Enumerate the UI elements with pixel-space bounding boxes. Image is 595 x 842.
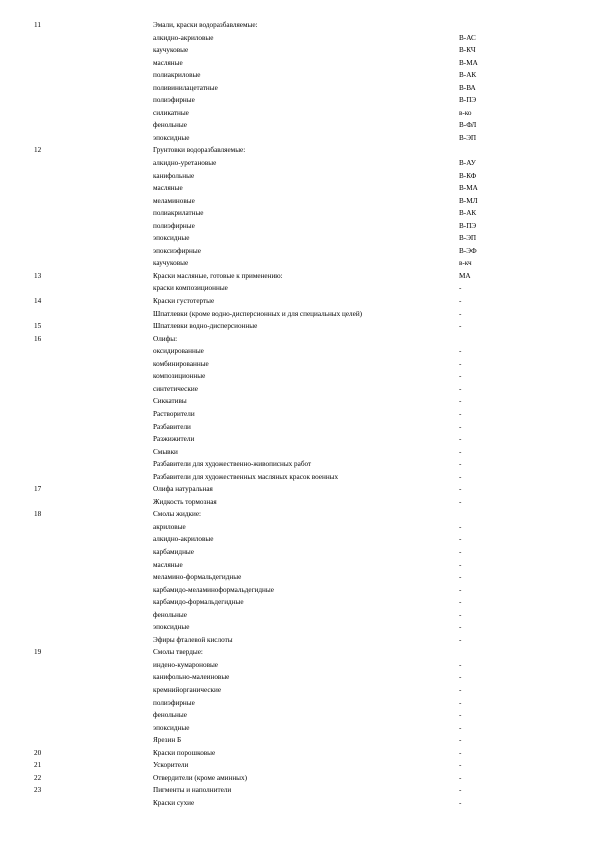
- row-name: алкидно-акриловые: [153, 33, 214, 42]
- table-row: [0, 170, 595, 183]
- row-code: -: [459, 623, 462, 632]
- row-name: Олифы:: [153, 334, 178, 343]
- row-code: В-АУ: [459, 159, 476, 168]
- row-name: Эфиры фталевой кислоты: [153, 635, 233, 644]
- row-code: -: [459, 347, 462, 356]
- row-code: В-ПЭ: [459, 96, 477, 105]
- table-row: [0, 471, 595, 484]
- row-name: Ускорители: [153, 761, 189, 770]
- row-name: полиакрилатные: [153, 209, 204, 218]
- table-row: [0, 383, 595, 396]
- table-row: [0, 19, 595, 32]
- table-row: [0, 659, 595, 672]
- row-name: каучуковые: [153, 259, 189, 268]
- row-code: -: [459, 472, 462, 481]
- row-code: -: [459, 435, 462, 444]
- table-row: [0, 584, 595, 597]
- row-name: меламино-формальдегидные: [153, 573, 242, 582]
- table-row: [0, 646, 595, 659]
- row-code: В-КФ: [459, 171, 477, 180]
- row-code: -: [459, 610, 462, 619]
- row-code: в-ко: [459, 108, 472, 117]
- row-code: -: [459, 798, 462, 807]
- row-code: -: [459, 786, 462, 795]
- table-row: [0, 446, 595, 459]
- table-row: [0, 69, 595, 82]
- row-name: Разжижители: [153, 435, 195, 444]
- row-name: Олифа натуральная: [153, 485, 213, 494]
- row-code: -: [459, 660, 462, 669]
- row-name: алкидно-акриловые: [153, 535, 214, 544]
- row-code: В-МА: [459, 184, 478, 193]
- row-name: индено-кумароновые: [153, 660, 218, 669]
- table-row: [0, 408, 595, 421]
- row-name: композиционные: [153, 372, 206, 381]
- row-number: 16: [34, 334, 42, 343]
- row-code: В-КЧ: [459, 46, 476, 55]
- row-name: кремнийорганические: [153, 685, 222, 694]
- row-code: -: [459, 598, 462, 607]
- row-name: канифольные: [153, 171, 195, 180]
- row-name: меламиновые: [153, 196, 195, 205]
- row-code: -: [459, 535, 462, 544]
- row-code: -: [459, 698, 462, 707]
- table-row: [0, 458, 595, 471]
- row-name: Краски густотертые: [153, 297, 215, 306]
- row-name: карбамидо-формальдегидные: [153, 598, 244, 607]
- row-number: 23: [34, 786, 42, 795]
- row-name: акриловые: [153, 522, 186, 531]
- row-code: -: [459, 547, 462, 556]
- table-row: [0, 358, 595, 371]
- table-row: [0, 333, 595, 346]
- row-code: -: [459, 673, 462, 682]
- table-row: [0, 94, 595, 107]
- row-code: -: [459, 460, 462, 469]
- row-code: -: [459, 773, 462, 782]
- table-row: [0, 82, 595, 95]
- row-name: Шпатлевки (кроме водно-дисперсионных и для специальных целей): [153, 309, 363, 318]
- row-name: полиакриловые: [153, 71, 201, 80]
- table-row: [0, 370, 595, 383]
- row-code: -: [459, 409, 462, 418]
- table-row: [0, 157, 595, 170]
- table-row: [0, 119, 595, 132]
- row-code: -: [459, 522, 462, 531]
- row-name: фенольные: [153, 711, 187, 720]
- row-code: В-АК: [459, 71, 477, 80]
- row-code: -: [459, 397, 462, 406]
- row-name: фенольные: [153, 610, 187, 619]
- row-name: Краски сухие: [153, 798, 195, 807]
- row-number: 18: [34, 510, 42, 519]
- row-number: 22: [34, 773, 42, 782]
- row-name: каучуковые: [153, 46, 189, 55]
- row-name: Растворители: [153, 409, 195, 418]
- row-code: -: [459, 635, 462, 644]
- row-code: -: [459, 560, 462, 569]
- row-name: Краски порошковые: [153, 748, 216, 757]
- row-number: 13: [34, 271, 42, 280]
- row-name: полиэфирные: [153, 96, 195, 105]
- table-row: [0, 772, 595, 785]
- table-row: [0, 496, 595, 509]
- row-name: Разбавители: [153, 422, 191, 431]
- row-code: -: [459, 497, 462, 506]
- row-code: В-ВА: [459, 83, 476, 92]
- row-code: В-МА: [459, 58, 478, 67]
- row-name: Смолы жидкие:: [153, 510, 202, 519]
- row-name: Эмали, краски водоразбавляемые:: [153, 21, 258, 29]
- row-name: комбинированные: [153, 359, 209, 368]
- row-code: В-ПЭ: [459, 221, 477, 230]
- table-row: [0, 759, 595, 772]
- table-row: [0, 207, 595, 220]
- row-code: -: [459, 485, 462, 494]
- row-name: эпоксидные: [153, 623, 190, 632]
- table-row: [0, 722, 595, 735]
- table-row: [0, 433, 595, 446]
- table-row: [0, 521, 595, 534]
- row-name: Разбавители для художественных масляных красок военных: [153, 472, 339, 481]
- table-row: [0, 421, 595, 434]
- row-code: -: [459, 585, 462, 594]
- row-code: -: [459, 736, 462, 745]
- table-row: [0, 596, 595, 609]
- table-row: [0, 609, 595, 622]
- table-row: [0, 634, 595, 647]
- row-code: МА: [459, 271, 471, 280]
- row-name: поливинилацетатные: [153, 83, 218, 92]
- table-row: [0, 57, 595, 70]
- row-number: 12: [34, 146, 42, 155]
- row-code: -: [459, 748, 462, 757]
- document-table: [0, 19, 595, 809]
- table-row: [0, 220, 595, 233]
- table-row: [0, 559, 595, 572]
- table-row: [0, 282, 595, 295]
- row-name: фенольные: [153, 121, 187, 130]
- row-code: В-МЛ: [459, 196, 478, 205]
- row-name: эпоксиэфирные: [153, 246, 201, 255]
- table-row: [0, 295, 595, 308]
- row-code: В-ЭП: [459, 234, 477, 243]
- row-name: Грунтовки водоразбавляемые:: [153, 146, 246, 155]
- row-number: 19: [34, 648, 42, 657]
- row-code: в-кч: [459, 259, 472, 268]
- row-number: 20: [34, 748, 42, 757]
- row-name: Разбавители для художественно-живописных работ: [153, 460, 312, 469]
- row-name: эпоксидные: [153, 723, 190, 732]
- table-row: [0, 245, 595, 258]
- row-code: -: [459, 447, 462, 456]
- row-number: 17: [34, 485, 42, 494]
- row-code: В-ФЛ: [459, 121, 477, 130]
- table-row: [0, 784, 595, 797]
- table-row: [0, 546, 595, 559]
- table-row: [0, 684, 595, 697]
- row-name: эпоксидные: [153, 133, 190, 142]
- table-row: [0, 709, 595, 722]
- row-code: -: [459, 573, 462, 582]
- row-code: -: [459, 372, 462, 381]
- row-code: -: [459, 761, 462, 770]
- table-row: [0, 395, 595, 408]
- row-code: -: [459, 359, 462, 368]
- table-row: [0, 144, 595, 157]
- row-number: 11: [34, 21, 41, 29]
- table-row: [0, 44, 595, 57]
- row-name: Отвердители (кроме аминных): [153, 773, 248, 782]
- row-name: силикатные: [153, 108, 189, 117]
- row-code: -: [459, 384, 462, 393]
- table-row: [0, 257, 595, 270]
- row-code: -: [459, 322, 462, 331]
- row-name: масляные: [153, 58, 183, 67]
- table-row: [0, 107, 595, 120]
- table-row: [0, 747, 595, 760]
- row-code: -: [459, 284, 462, 293]
- row-name: Шпатлевки водно-дисперсионные: [153, 322, 258, 331]
- table-row: [0, 571, 595, 584]
- row-name: Жидкость тормозная: [153, 497, 217, 506]
- table-row: [0, 508, 595, 521]
- row-name: полиэфирные: [153, 698, 195, 707]
- row-name: полиэфирные: [153, 221, 195, 230]
- row-name: Смывки: [153, 447, 178, 456]
- row-code: -: [459, 723, 462, 732]
- row-name: Сиккативы: [153, 397, 187, 406]
- row-code: -: [459, 422, 462, 431]
- row-number: 15: [34, 322, 42, 331]
- row-name: Краски масляные, готовые к применению:: [153, 271, 283, 280]
- table-row: [0, 132, 595, 145]
- table-row: [0, 32, 595, 45]
- table-row: [0, 270, 595, 283]
- row-name: синтетические: [153, 384, 198, 393]
- row-name: Пигменты и наполнители: [153, 786, 232, 795]
- row-name: карбамидные: [153, 547, 194, 556]
- row-number: 21: [34, 761, 42, 770]
- row-code: -: [459, 297, 462, 306]
- row-name: Смолы твердые:: [153, 648, 203, 657]
- row-name: масляные: [153, 184, 183, 193]
- row-code: В-ЭФ: [459, 246, 477, 255]
- row-name: карбамидо-меламиноформальдегидные: [153, 585, 274, 594]
- table-row: [0, 232, 595, 245]
- row-name: канифольно-малеиновые: [153, 673, 230, 682]
- table-row: [0, 345, 595, 358]
- table-row: [0, 182, 595, 195]
- table-row: [0, 320, 595, 333]
- row-name: Ярезин Б: [153, 736, 182, 745]
- table-row: [0, 621, 595, 634]
- row-name: масляные: [153, 560, 183, 569]
- table-row: [0, 734, 595, 747]
- table-row: [0, 697, 595, 710]
- row-code: -: [459, 711, 462, 720]
- row-name: краски композиционные: [153, 284, 228, 293]
- row-name: эпоксидные: [153, 234, 190, 243]
- row-name: оксидированные: [153, 347, 204, 356]
- row-code: В-ЭП: [459, 133, 477, 142]
- row-number: 14: [34, 297, 42, 306]
- row-code: В-АК: [459, 209, 477, 218]
- table-row: [0, 671, 595, 684]
- table-row: [0, 533, 595, 546]
- row-code: В-АС: [459, 33, 476, 42]
- row-code: -: [459, 309, 462, 318]
- row-name: алкидно-уретановые: [153, 159, 217, 168]
- table-row: [0, 483, 595, 496]
- table-row: [0, 797, 595, 810]
- table-row: [0, 195, 595, 208]
- row-code: -: [459, 685, 462, 694]
- table-row: [0, 308, 595, 321]
